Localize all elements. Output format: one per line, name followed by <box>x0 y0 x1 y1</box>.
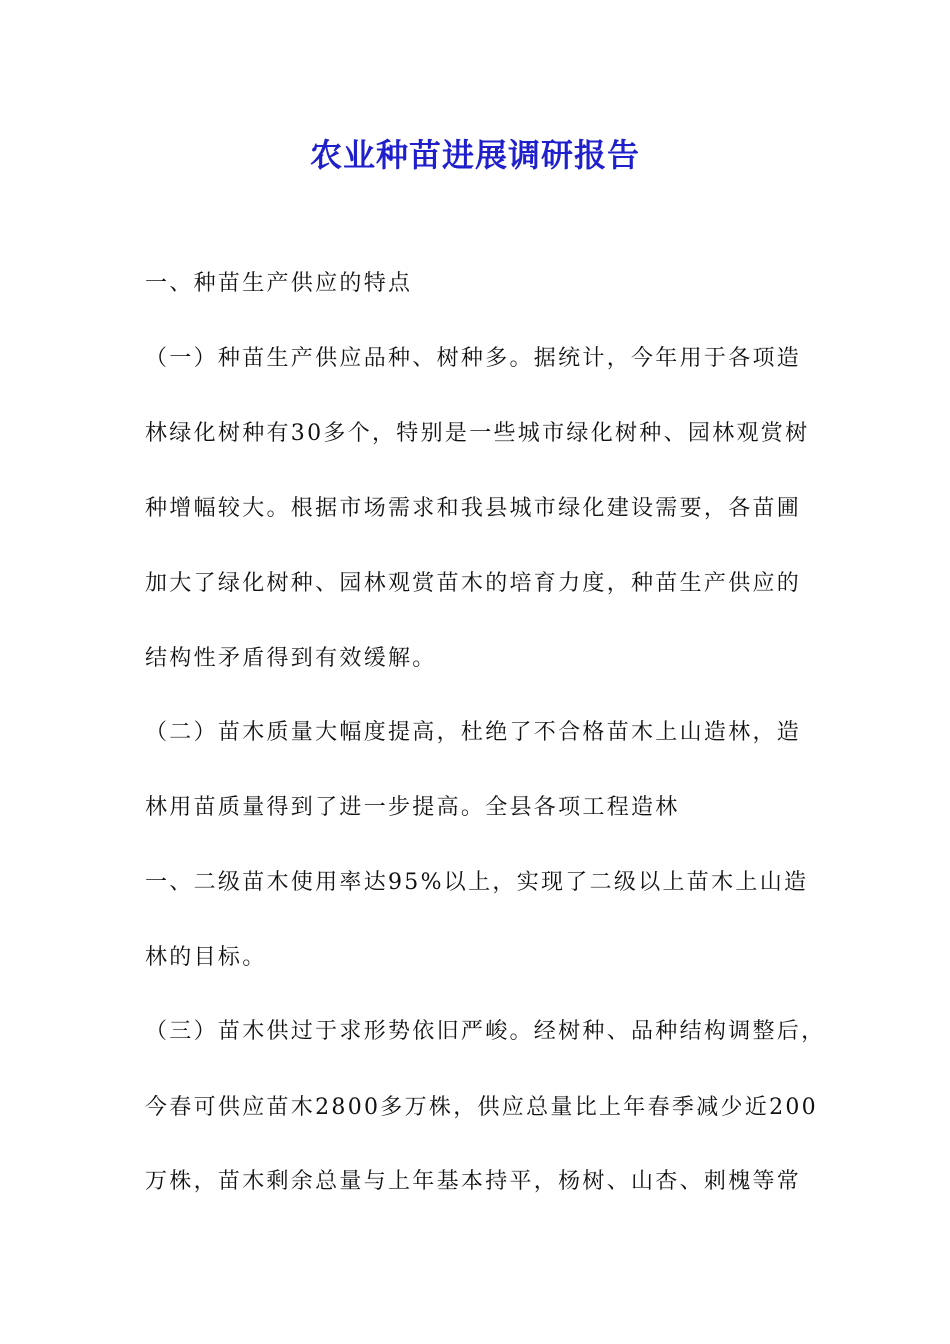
paragraph-line: 林的目标。 <box>145 945 267 970</box>
paragraph-line: 林用苗质量得到了进一步提高。全县各项工程造林 <box>145 795 680 820</box>
document-title: 农业种苗进展调研报告 <box>309 136 640 174</box>
paragraph-line: 加大了绿化树种、园林观赏苗木的培育力度，种苗生产供应的 <box>145 571 802 596</box>
paragraph-line: （二）苗木质量大幅度提高，杜绝了不合格苗木上山造林，造 <box>145 720 802 745</box>
paragraph-line: 林绿化树种有30多个，特别是一些城市绿化树种、园林观赏树 <box>145 421 810 446</box>
section-heading: 一、种苗生产供应的特点 <box>145 271 413 296</box>
paragraph-line: 万株，苗木剩余总量与上年基本持平，杨树、山杏、刺槐等常 <box>145 1169 802 1194</box>
paragraph-line: 种增幅较大。根据市场需求和我县城市绿化建设需要，各苗圃 <box>145 496 802 521</box>
paragraph-line: 一、二级苗木使用率达95%以上，实现了二级以上苗木上山造 <box>145 870 809 895</box>
paragraph-line: （一）种苗生产供应品种、树种多。据统计，今年用于各项造 <box>145 346 802 371</box>
paragraph-line: 今春可供应苗木2800多万株，供应总量比上年春季减少近200 <box>145 1095 818 1120</box>
paragraph-line: 结构性矛盾得到有效缓解。 <box>145 646 437 671</box>
paragraph-line: （三）苗木供过于求形势依旧严峻。经树种、品种结构调整后， <box>145 1019 826 1044</box>
